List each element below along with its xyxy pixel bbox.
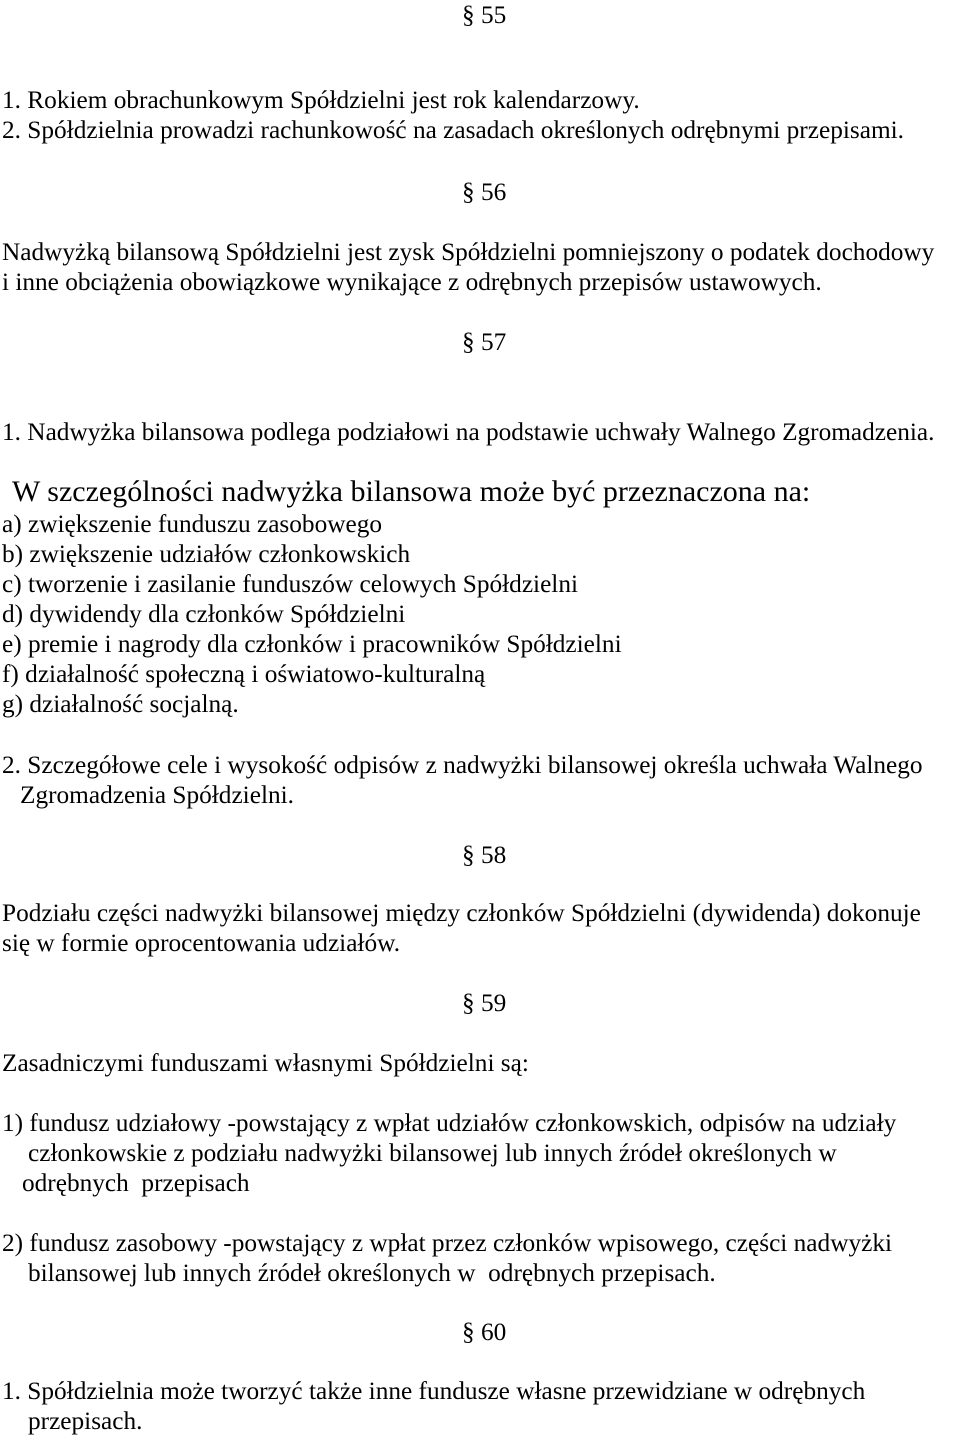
section-59-intro: Zasadniczymi funduszami własnymi Spółdzielni są: bbox=[2, 1049, 529, 1077]
section-58-heading: § 58 bbox=[462, 841, 507, 869]
section-57-point-2-line-2: Zgromadzenia Spółdzielni. bbox=[20, 781, 294, 809]
section-59-fund-2-line-1: 2) fundusz zasobowy -powstający z wpłat przez członków wpisowego, części nadwyżki bbox=[2, 1229, 893, 1257]
section-57-option-c: c) tworzenie i zasilanie funduszów celowych Spółdzielni bbox=[2, 570, 579, 598]
section-57-option-f: f) działalność społeczną i oświatowo-kulturalną bbox=[2, 660, 486, 688]
section-58-line-1: Podziału części nadwyżki bilansowej między członków Spółdzielni (dywidenda) dokonuje bbox=[2, 899, 921, 927]
section-55-heading: § 55 bbox=[462, 1, 507, 29]
section-57-intro: W szczególności nadwyżka bilansowa może być przeznaczona na: bbox=[12, 475, 811, 508]
section-59-fund-1-line-3: odrębnych przepisach bbox=[22, 1169, 250, 1197]
section-55-point-1: 1. Rokiem obrachunkowym Spółdzielni jest rok kalendarzowy. bbox=[2, 86, 640, 114]
section-60-heading: § 60 bbox=[462, 1318, 507, 1346]
section-57-heading: § 57 bbox=[462, 328, 507, 356]
section-57-option-d: d) dywidendy dla członków Spółdzielni bbox=[2, 600, 406, 628]
section-59-fund-2-line-2: bilansowej lub innych źródeł określonych w odrębnych przepisach. bbox=[28, 1259, 716, 1287]
section-58-line-2: się w formie oprocentowania udziałów. bbox=[2, 929, 401, 957]
section-57-option-e: e) premie i nagrody dla członków i pracowników Spółdzielni bbox=[2, 630, 622, 658]
section-60-point-1-line-2: przepisach. bbox=[28, 1407, 143, 1435]
section-56-heading: § 56 bbox=[462, 178, 507, 206]
section-55-point-2: 2. Spółdzielnia prowadzi rachunkowość na zasadach określonych odrębnymi przepisami. bbox=[2, 116, 904, 144]
section-57-option-a: a) zwiększenie funduszu zasobowego bbox=[2, 510, 383, 538]
section-60-point-1-line-1: 1. Spółdzielnia może tworzyć także inne fundusze własne przewidziane w odrębnych bbox=[2, 1377, 866, 1405]
section-57-option-b: b) zwiększenie udziałów członkowskich bbox=[2, 540, 411, 568]
section-57-point-1: 1. Nadwyżka bilansowa podlega podziałowi na podstawie uchwały Walnego Zgromadzenia. bbox=[2, 418, 935, 446]
section-59-fund-1-line-2: członkowskie z podziału nadwyżki bilansowej lub innych źródeł określonych w bbox=[28, 1139, 837, 1167]
section-59-heading: § 59 bbox=[462, 989, 507, 1017]
section-57-option-g: g) działalność socjalną. bbox=[2, 690, 239, 718]
section-57-point-2-line-1: 2. Szczegółowe cele i wysokość odpisów z nadwyżki bilansowej określa uchwała Walnego bbox=[2, 751, 923, 779]
section-56-line-2: i inne obciążenia obowiązkowe wynikające z odrębnych przepisów ustawowych. bbox=[2, 268, 822, 296]
section-59-fund-1-line-1: 1) fundusz udziałowy -powstający z wpłat udziałów członkowskich, odpisów na udziały bbox=[2, 1109, 897, 1137]
section-56-line-1: Nadwyżką bilansową Spółdzielni jest zysk Spółdzielni pomniejszony o podatek dochodowy bbox=[2, 238, 935, 266]
